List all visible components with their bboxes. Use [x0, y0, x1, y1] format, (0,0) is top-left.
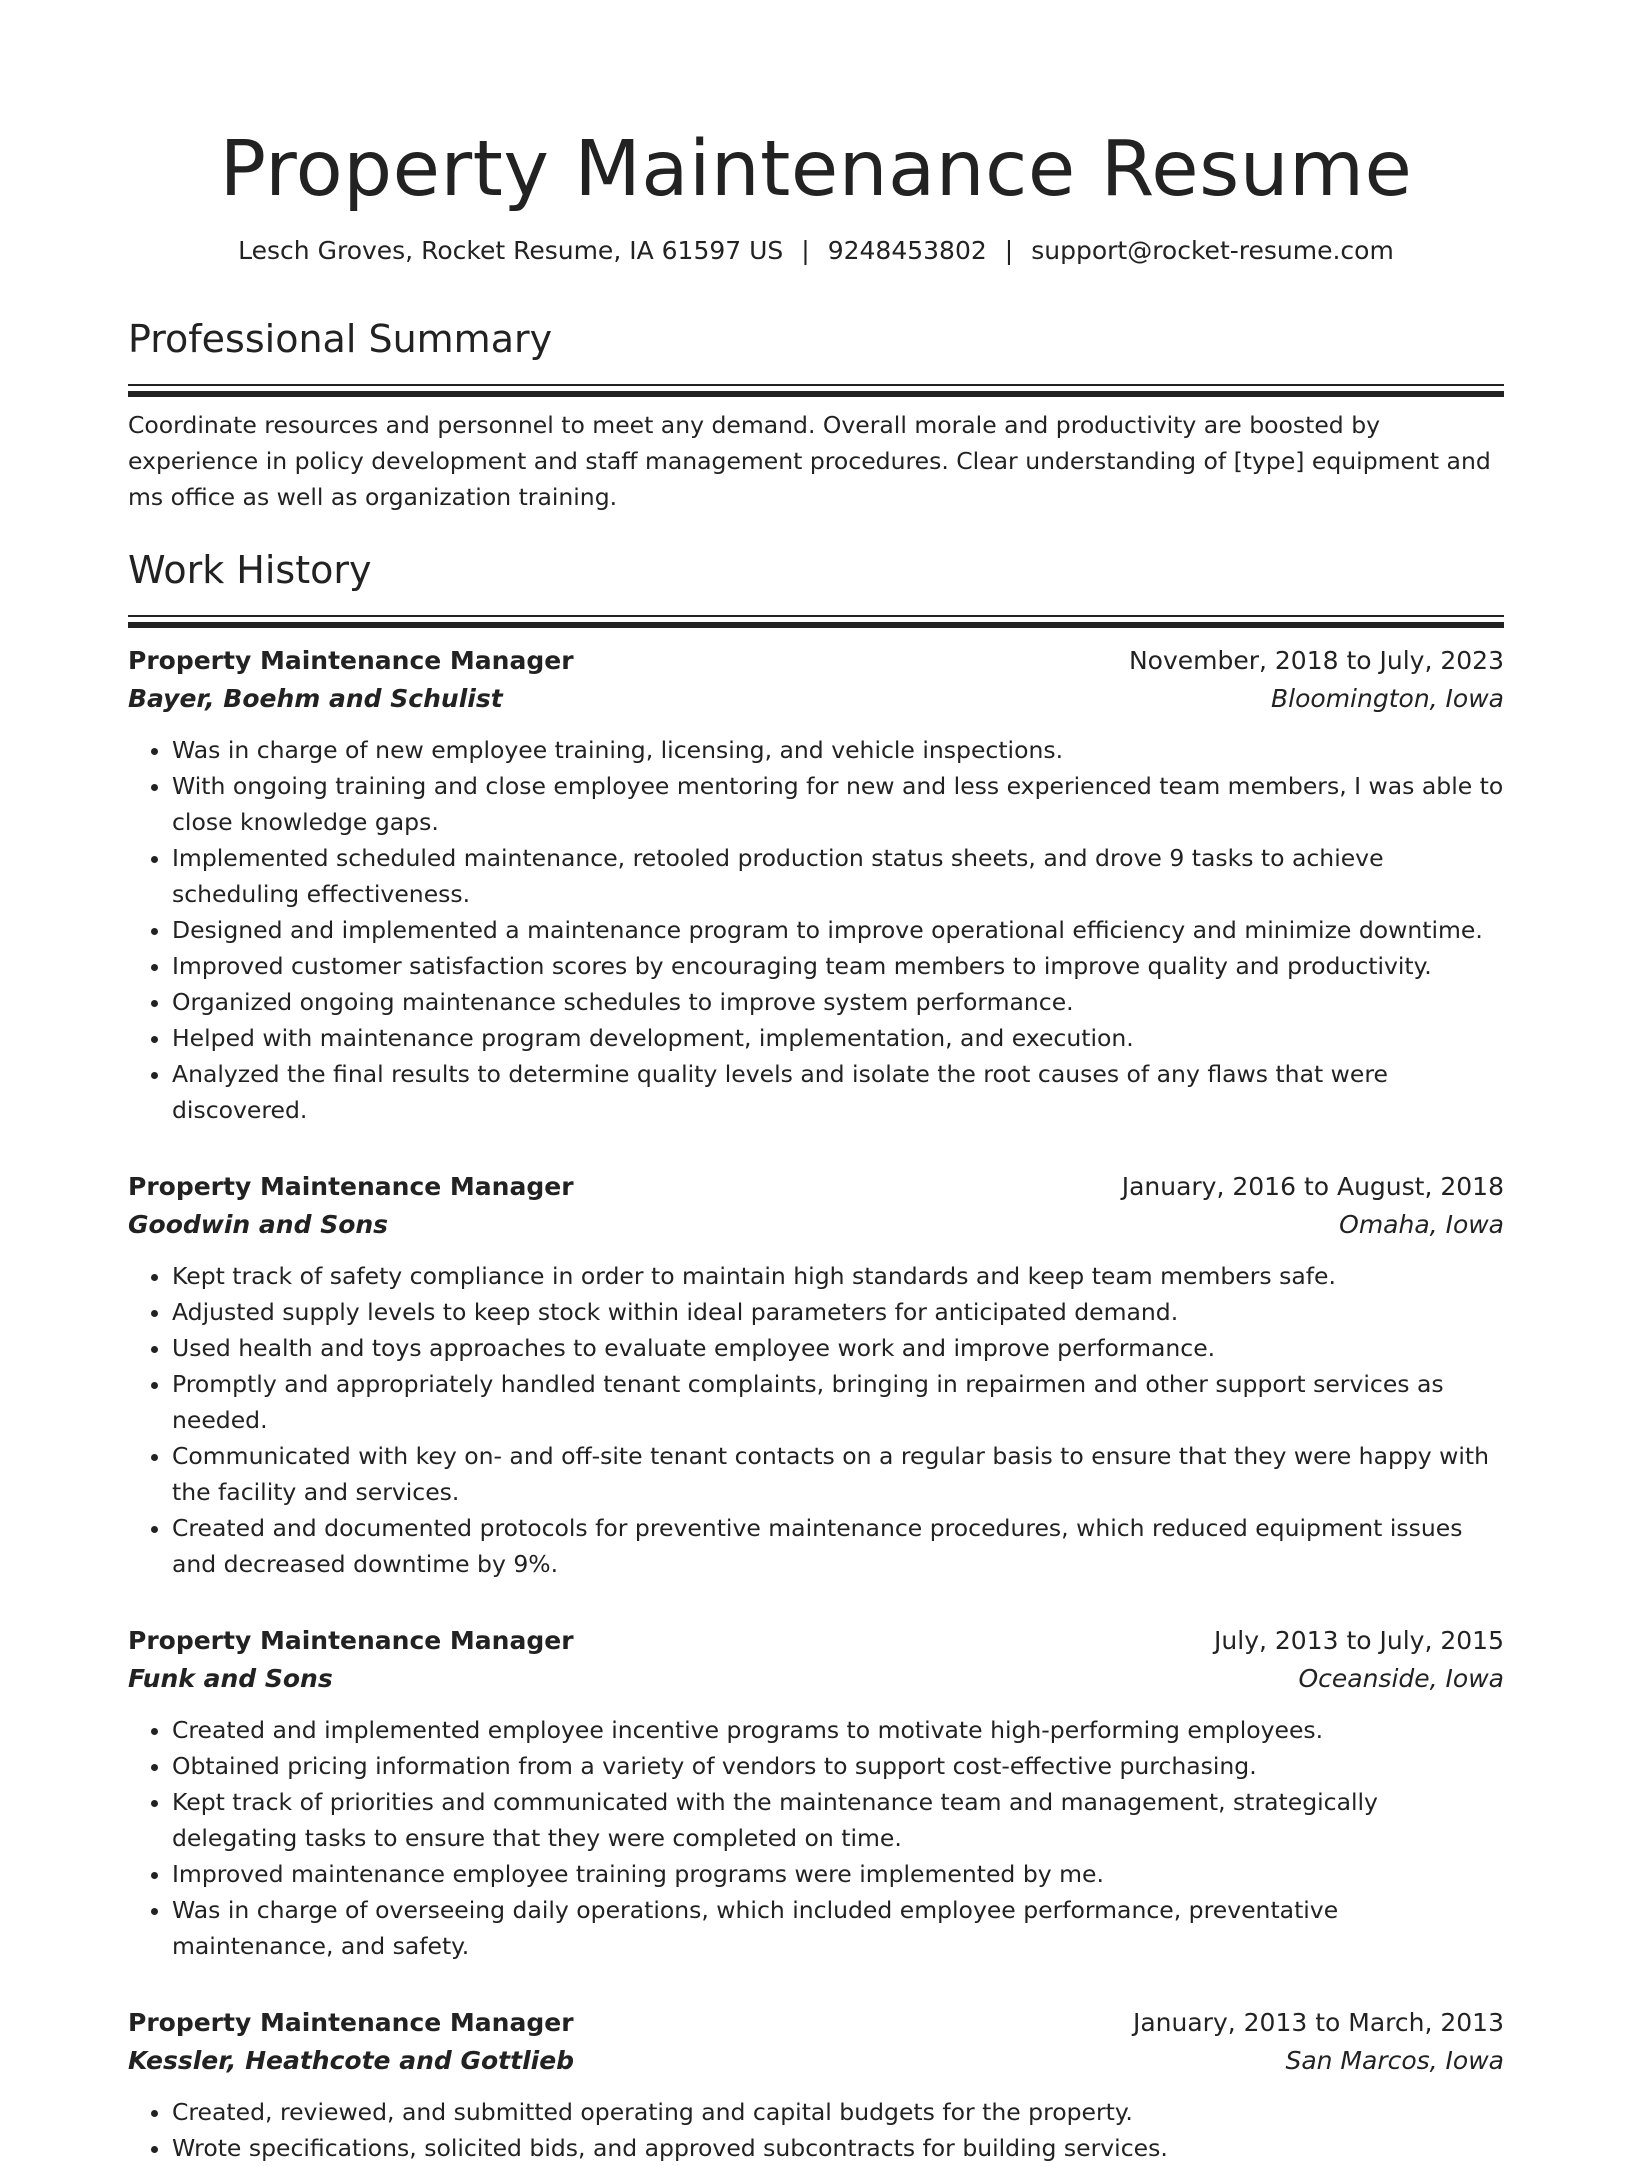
contact-email: support@rocket-resume.com: [1031, 236, 1394, 265]
job-location: Oceanside, Iowa: [1298, 1664, 1504, 1693]
job-bullet: • Communicated with key on- and off-site tenant contacts on a regular basis to ensure that they were happy with the facility and services.: [172, 1438, 1504, 1510]
job-dates: January, 2016 to August, 2018: [1121, 1172, 1504, 1201]
contact-separator: |: [1004, 236, 1014, 265]
job-bullet-list: [128, 1258, 1504, 1582]
job-bullet: • Organized ongoing maintenance schedules to improve system performance.: [172, 984, 1504, 1020]
job-bullet: • Was in charge of overseeing daily operations, which included employee performance, preventative maintenance, and safety.: [172, 1892, 1504, 1964]
job-title: Property Maintenance Manager: [128, 2008, 574, 2037]
summary-text: Coordinate resources and personnel to meet any demand. Overall morale and productivity are boosted by experience in policy development and staff management procedures. Clear understanding of [type] equipment and ms office as well as organization training.: [128, 411, 1491, 511]
job-list: [128, 642, 1504, 2166]
job-company: Bayer, Boehm and Schulist: [128, 684, 503, 713]
job-bullet: • Used health and toys approaches to evaluate employee work and improve performance.: [172, 1330, 1504, 1366]
job-bullet: • Created and implemented employee incentive programs to motivate high-performing employees.: [172, 1712, 1504, 1748]
job-bullet-list: [128, 1712, 1504, 1964]
job-bullet-list: [128, 2094, 1504, 2166]
job-company: Goodwin and Sons: [128, 1210, 389, 1239]
job-company: Funk and Sons: [128, 1664, 333, 1693]
job-bullet: • Kept track of safety compliance in order to maintain high standards and keep team members safe.: [172, 1258, 1504, 1294]
job-dates: July, 2013 to July, 2015: [1214, 1626, 1504, 1655]
job-bullet: • Promptly and appropriately handled tenant complaints, bringing in repairmen and other support services as needed.: [172, 1366, 1504, 1438]
job-location: Bloomington, Iowa: [1271, 684, 1504, 713]
section-divider: [128, 615, 1504, 622]
contact-line: [128, 234, 1504, 268]
job-bullet: • Created and documented protocols for preventive maintenance procedures, which reduced equipment issues and decreased downtime by 9%.: [172, 1510, 1504, 1582]
job-bullet: • Adjusted supply levels to keep stock within ideal parameters for anticipated demand.: [172, 1294, 1504, 1330]
job-bullet: • Helped with maintenance program development, implementation, and execution.: [172, 1020, 1504, 1056]
job-header-row: [128, 1168, 1504, 1206]
job-header-row: [128, 642, 1504, 680]
job-location: San Marcos, Iowa: [1285, 2046, 1504, 2075]
job-subheader-row: [128, 1660, 1504, 1698]
section-divider: [128, 384, 1504, 391]
resume-title: Property Maintenance Resume: [219, 125, 1413, 214]
job-dates: January, 2013 to March, 2013: [1132, 2008, 1504, 2037]
job-bullet: • Kept track of priorities and communicated with the maintenance team and management, strategically delegating tasks to ensure that they were completed on time.: [172, 1784, 1504, 1856]
job-header-row: [128, 1622, 1504, 1660]
contact-address: Lesch Groves, Rocket Resume, IA 61597 US: [238, 236, 784, 265]
job-title: Property Maintenance Manager: [128, 1626, 574, 1655]
job-bullet: • Improved maintenance employee training programs were implemented by me.: [172, 1856, 1504, 1892]
job-entry: [128, 1168, 1504, 1582]
job-bullet: • Analyzed the final results to determine quality levels and isolate the root causes of any flaws that were discovered.: [172, 1056, 1504, 1128]
job-bullet: • Designed and implemented a maintenance program to improve operational efficiency and minimize downtime.: [172, 912, 1504, 948]
section-heading-work: Work History: [128, 548, 372, 592]
resume-page: [128, 0, 1504, 2166]
contact-separator: |: [801, 236, 810, 265]
section-heading-summary: Professional Summary: [128, 317, 553, 361]
job-bullet-list: [128, 732, 1504, 1128]
job-entry: [128, 642, 1504, 1128]
job-bullet: • Improved customer satisfaction scores by encouraging team members to improve quality and productivity.: [172, 948, 1504, 984]
job-subheader-row: [128, 2042, 1504, 2080]
job-subheader-row: [128, 680, 1504, 718]
job-bullet: • Was in charge of new employee training, licensing, and vehicle inspections.: [172, 732, 1504, 768]
job-entry: [128, 1622, 1504, 1964]
job-bullet: • Created, reviewed, and submitted operating and capital budgets for the property.: [172, 2094, 1504, 2130]
job-entry: [128, 2004, 1504, 2166]
job-dates: November, 2018 to July, 2023: [1128, 646, 1504, 675]
job-title: Property Maintenance Manager: [128, 1172, 574, 1201]
job-location: Omaha, Iowa: [1339, 1210, 1504, 1239]
job-header-row: [128, 2004, 1504, 2042]
job-bullet: • Obtained pricing information from a variety of vendors to support cost-effective purchasing.: [172, 1748, 1504, 1784]
job-bullet: • Implemented scheduled maintenance, retooled production status sheets, and drove 9 tasks to achieve scheduling effectiveness.: [172, 840, 1504, 912]
work-history-section: [128, 545, 1504, 2166]
job-subheader-row: [128, 1206, 1504, 1244]
professional-summary-section: [128, 314, 1504, 515]
contact-phone: 9248453802: [827, 236, 987, 265]
job-bullet: • With ongoing training and close employee mentoring for new and less experienced team members, I was able to close knowledge gaps.: [172, 768, 1504, 840]
job-company: Kessler, Heathcote and Gottlieb: [128, 2046, 575, 2075]
job-bullet: • Wrote specifications, solicited bids, and approved subcontracts for building services.: [172, 2130, 1504, 2166]
job-title: Property Maintenance Manager: [128, 646, 574, 675]
